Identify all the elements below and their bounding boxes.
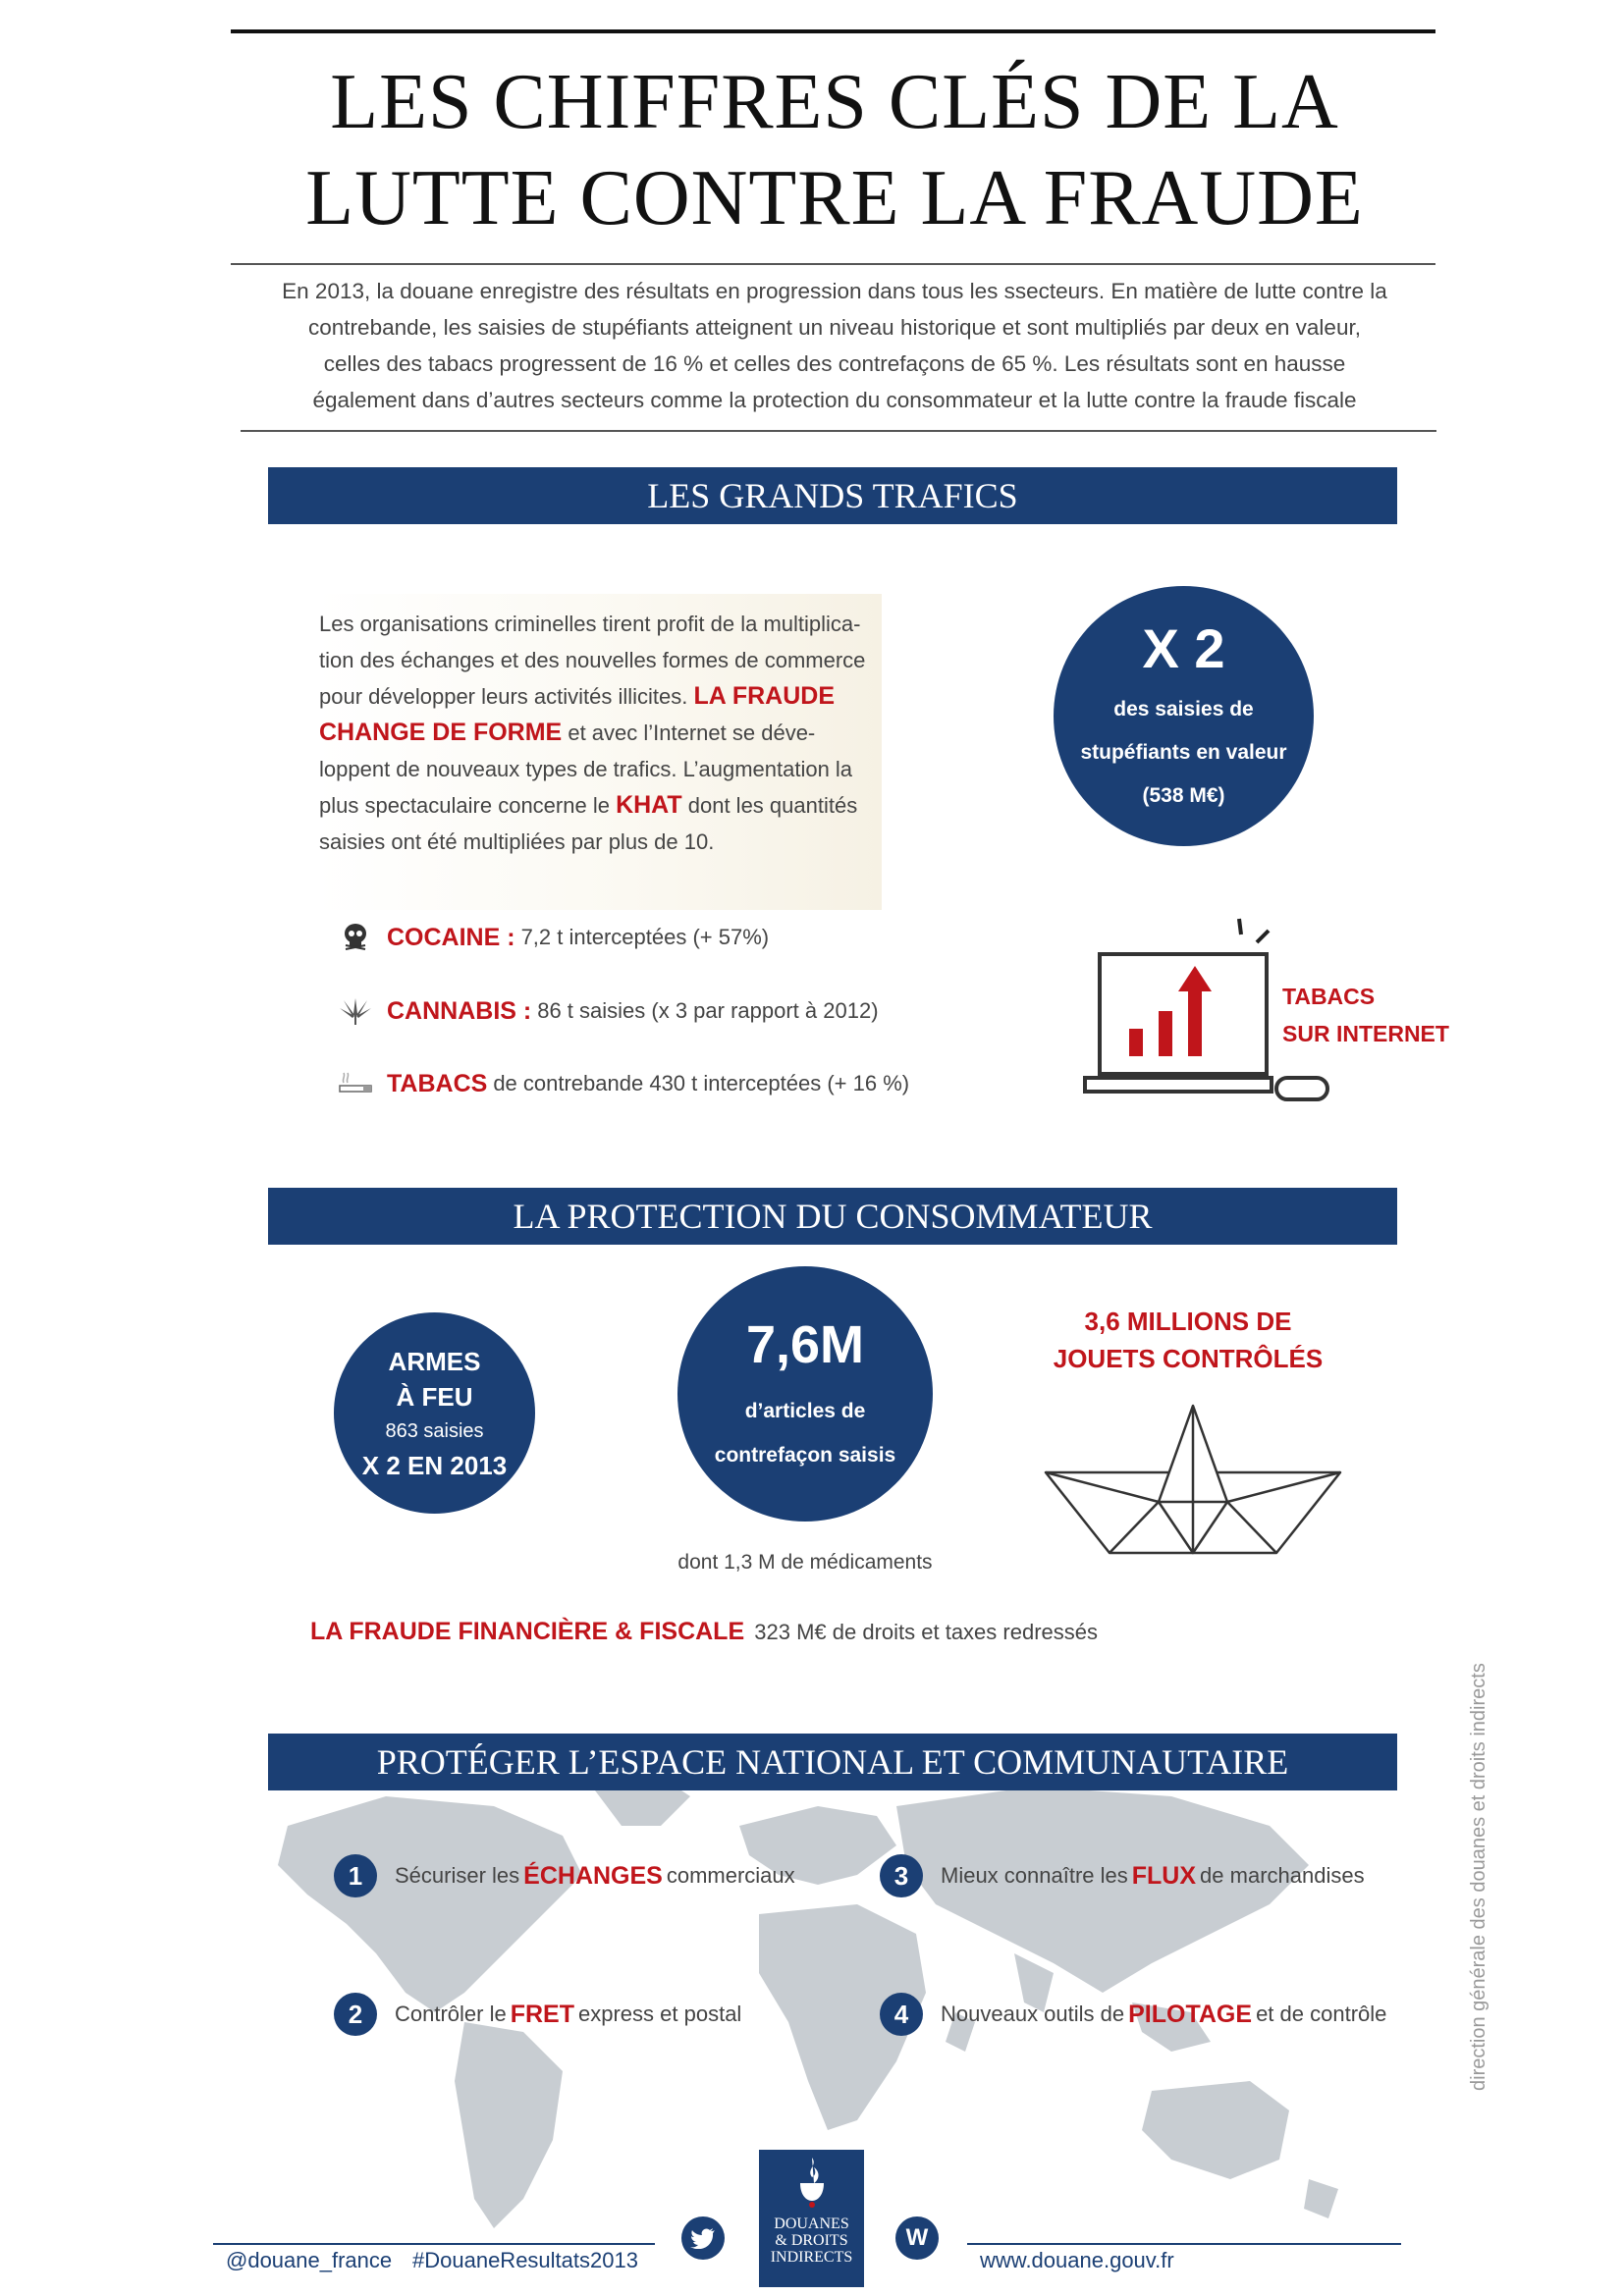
fraude-financiere-line (310, 1618, 1098, 1646)
item-text: 7,2 t interceptées (+ 57%) (520, 925, 770, 949)
objective-text: Contrôler le (395, 2002, 507, 2026)
objective-number: 3 (880, 1854, 923, 1897)
footer-rule-right (967, 2243, 1401, 2245)
item-label: TABACS (387, 1069, 488, 1097)
flame-emblem-icon (792, 2154, 832, 2211)
objective-text: de marchandises (1200, 1863, 1365, 1888)
website-link[interactable]: www.douane.gouv.fr (980, 2248, 1174, 2272)
section-banner-trafics: LES GRANDS TRAFICS (268, 467, 1397, 524)
objective-text: et de contrôle (1256, 2002, 1387, 2026)
objective-item-4 (880, 1993, 1386, 2036)
armes-count: 863 saisies (385, 1419, 484, 1442)
armes-title: ARMES (388, 1346, 481, 1376)
tabacs-internet-line: SUR INTERNET (1282, 1021, 1449, 1046)
objective-text: commerciaux (666, 1863, 795, 1888)
trafics-line: loppent de nouveaux types de trafics. L’augmentation la (319, 757, 853, 781)
highlight-fraude: LA FRAUDE (693, 682, 836, 710)
section-banner-protection: LA PROTECTION DU CONSOMMATEUR (268, 1188, 1397, 1245)
title-line-1: LES CHIFFRES CLÉS DE LA (330, 59, 1339, 145)
jouets-line: JOUETS CONTRÔLÉS (1053, 1344, 1324, 1373)
hashtag-link[interactable]: #DouaneResultats2013 (412, 2248, 638, 2272)
trafics-paragraph (319, 606, 884, 860)
title-rule (231, 263, 1435, 265)
intro-line: celles des tabacs progressent de 16 % et celles des contrefaçons de 65 %. Les résultats sont en hausse (323, 351, 1346, 376)
trafics-line: Les organisations criminelles tirent profit de la multiplica- (319, 612, 861, 636)
trafics-text-span: et avec l’Internet se déve- (562, 721, 816, 745)
item-label: COCAINE : (387, 923, 515, 951)
trafics-line (319, 715, 884, 751)
top-rule (231, 29, 1435, 33)
objective-item-3 (880, 1854, 1365, 1897)
page-title (196, 54, 1473, 246)
title-line-2: LUTTE CONTRE LA FRAUDE (305, 155, 1364, 241)
cigarette-icon (336, 1064, 375, 1103)
paper-boat-icon (1041, 1404, 1345, 1566)
intro-line: également dans d’autres secteurs comme la protection du consommateur et la lutte contre la fraude fiscale (312, 388, 1357, 412)
objective-text: Nouveaux outils de (941, 2002, 1125, 2026)
intro-paragraph (265, 273, 1404, 418)
objective-keyword: ÉCHANGES (523, 1861, 663, 1890)
tabacs-internet-label (1282, 978, 1449, 1052)
stat-circle-contrefacon (677, 1266, 933, 1522)
twitter-bird-icon[interactable] (681, 2216, 725, 2260)
fraude-text: 323 M€ de droits et taxes redressés (754, 1620, 1098, 1644)
medicaments-note: dont 1,3 M de médicaments (677, 1551, 933, 1574)
stat-x2-amount: (538 M€) (1142, 783, 1225, 807)
highlight-khat: KHAT (616, 791, 682, 819)
twitter-handle-link[interactable]: @douane_france (226, 2248, 393, 2272)
seizure-item-cannabis (336, 991, 879, 1031)
armes-title: À FEU (396, 1381, 473, 1412)
objective-keyword: FLUX (1131, 1861, 1197, 1890)
tabacs-internet-line: TABACS (1282, 984, 1376, 1009)
contrefacon-label: d’articles de (744, 1400, 866, 1422)
fraude-label: LA FRAUDE FINANCIÈRE & FISCALE (310, 1618, 745, 1645)
jouets-line: 3,6 MILLIONS DE (1084, 1307, 1292, 1336)
stat-x2-label: des saisies de (1113, 697, 1254, 721)
vertical-credit: direction générale des douanes et droits indirects (1468, 1663, 1489, 2091)
logo-text: INDIRECTS (770, 2249, 853, 2266)
contrefacon-value: 7,6M (745, 1315, 865, 1374)
objective-keyword: PILOTAGE (1128, 2000, 1253, 2028)
objective-number: 2 (334, 1993, 377, 2036)
trafics-line (319, 678, 884, 715)
stat-x2-label: stupéfiants en valeur (1080, 740, 1287, 764)
objective-item-2 (334, 1993, 741, 2036)
w-icon[interactable]: W (895, 2216, 939, 2260)
skull-icon (336, 918, 375, 957)
trafics-line: saisies ont été multipliées par plus de 10. (319, 829, 715, 854)
trafics-text-span: plus spectaculaire concerne le (319, 793, 617, 818)
trafics-text-span: dont les quantités (681, 793, 858, 818)
logo-text: DOUANES (774, 2216, 849, 2232)
highlight-change-forme: CHANGE DE FORME (319, 719, 563, 746)
objective-number: 1 (334, 1854, 377, 1897)
section-banner-espace: PROTÉGER L’ESPACE NATIONAL ET COMMUNAUTAIRE (268, 1734, 1397, 1790)
item-text: 86 t saisies (x 3 par rapport à 2012) (537, 998, 879, 1023)
seizure-item-cocaine (336, 918, 769, 957)
contrefacon-label: contrefaçon saisis (714, 1444, 896, 1467)
jouets-label (1011, 1303, 1365, 1377)
armes-growth: X 2 EN 2013 (361, 1450, 508, 1480)
stat-circle-x2 (1054, 586, 1314, 846)
item-label: CANNABIS : (387, 996, 532, 1025)
intro-rule (241, 430, 1436, 432)
item-text: de contrebande 430 t interceptées (+ 16 %) (493, 1071, 910, 1095)
objective-text: Sécuriser les (395, 1863, 520, 1888)
stat-x2-value: X 2 (1142, 616, 1225, 679)
logo-text: & DROITS (775, 2232, 848, 2249)
trafics-line (319, 787, 884, 824)
intro-line: contrebande, les saisies de stupéfiants atteignent un niveau historique et sont multipliés par deux en valeur, (308, 315, 1361, 340)
stat-circle-armes (334, 1312, 535, 1514)
objective-text: express et postal (578, 2002, 742, 2026)
objective-text: Mieux connaître les (941, 1863, 1128, 1888)
douanes-logo (759, 2150, 864, 2287)
seizure-item-tabacs (336, 1064, 909, 1103)
trafics-line: tion des échanges et des nouvelles formes de commerce (319, 648, 866, 672)
intro-line: En 2013, la douane enregistre des résultats en progression dans tous les ssecteurs. En matière de lutte contre la (282, 279, 1387, 303)
objective-number: 4 (880, 1993, 923, 2036)
footer-rule-left (213, 2243, 655, 2245)
objective-keyword: FRET (510, 2000, 574, 2028)
cannabis-leaf-icon (336, 991, 375, 1031)
objective-item-1 (334, 1854, 795, 1897)
trafics-text-span: pour développer leurs activités illicites. (319, 684, 694, 709)
